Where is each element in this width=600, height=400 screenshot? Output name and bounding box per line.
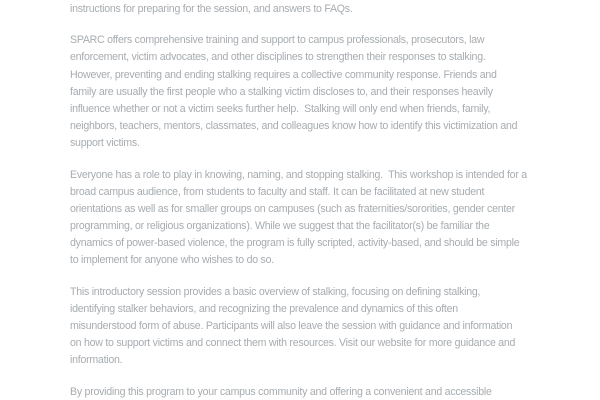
text-line: identifying stalker behaviors, and recognizing the prevalence and dynamics of this often: [70, 302, 458, 315]
text-line: However, preventing and ending stalking requires a collective community response. Friends and: [70, 68, 497, 81]
text-line: support victims.: [70, 137, 140, 150]
text-line: Everyone has a role to play in knowing, naming, and stopping stalking. This workshop is intended for a: [70, 168, 527, 181]
paragraph: [70, 167, 590, 270]
text-line: on how to support victims and connect them with resources. Visit our website for more guidance and: [70, 337, 516, 350]
paragraph: [70, 32, 590, 152]
text-line: misunderstood form of abuse. Participants will also leave the session with guidance and information: [70, 320, 513, 332]
text-line: to implement for anyone who wishes to do so.: [70, 254, 274, 267]
text-line: dynamics of power-based violence, the program is fully scripted, activity-based, and should be simple: [70, 237, 520, 250]
text-line: SPARC offers comprehensive training and support to campus professionals, prosecutors, law: [70, 34, 485, 47]
paragraph: [70, 284, 590, 370]
paragraph: [70, 384, 590, 400]
text-line: influence whether or not a victim seeks further help. Stalking will only end when friends, family,: [70, 102, 491, 115]
text-line: broad campus audience, from students to faculty and staff. It can be facilitated at new student: [70, 185, 485, 198]
text-line: By providing this program to your campus community and offering a convenient and accessible: [70, 385, 492, 398]
text-line: family are usually the first people who a stalking victim discloses to, and their responses heavily: [70, 85, 493, 98]
text-line: programming, or religious organizations). While we suggest that the facilitator(s) be familiar the: [70, 220, 490, 233]
article-text: [70, 1, 590, 400]
text-line: enforcement, victim advocates, and other disciplines to strengthen their responses to stalking.: [70, 51, 486, 64]
text-line: This introductory session provides a basic overview of stalking, focusing on defining stalking,: [70, 285, 481, 298]
text-line: neighbors, teachers, mentors, classmates, and colleagues know how to identify this victimization and: [70, 120, 518, 133]
text-line: instructions for preparing for the session, and answers to FAQs.: [70, 3, 353, 15]
paragraph: [70, 1, 590, 18]
text-line: orientations as well as for smaller groups on campuses (such as fraternities/sororities, gender center: [70, 202, 515, 215]
text-line: information.: [70, 354, 123, 367]
